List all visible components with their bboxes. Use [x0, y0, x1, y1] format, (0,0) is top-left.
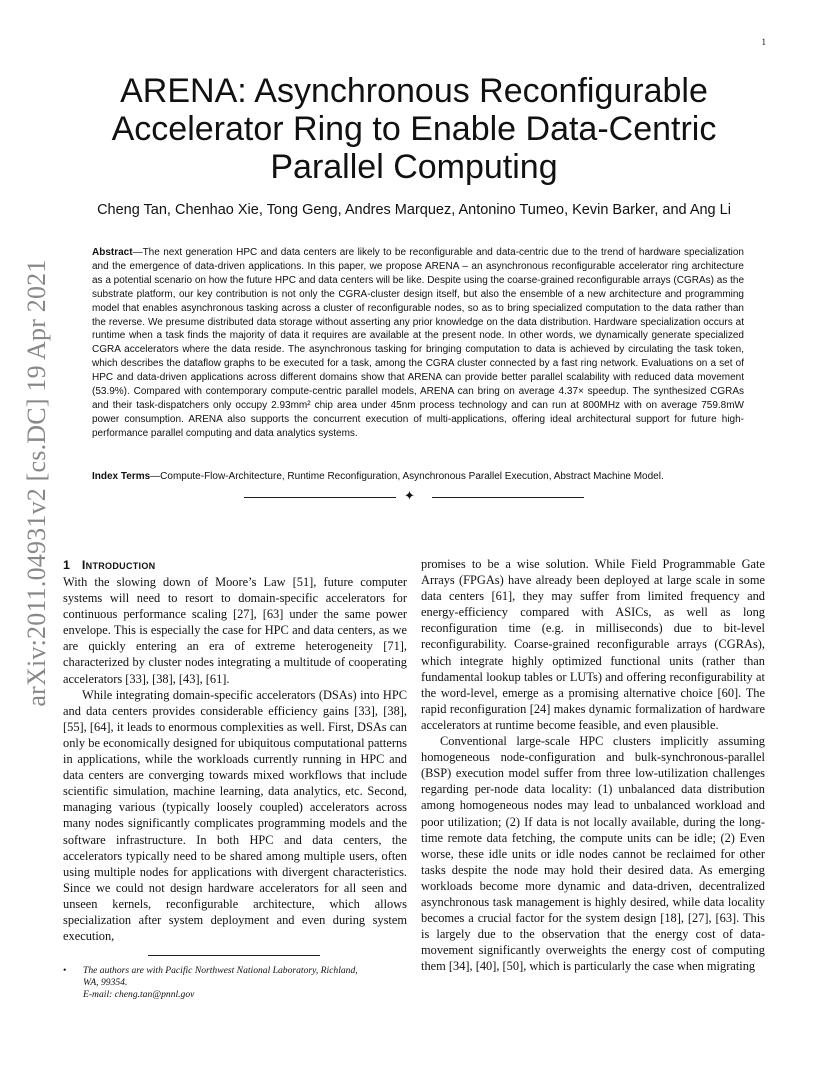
- paragraph: Conventional large-scale HPC clusters implicitly assuming homogeneous node-configuration and bulk-synchronous-parallel (BSP) execution model suffer from three low-utilization challenges regarding per-node data locality: (1) unbalanced data distribution among homogeneous nodes may lead to unbalanced workload and poor utilization; (2) If data is not locally available, during the long-time remote data fetching, the compute units can be idle; (2) Even worse, these idle units or idle nodes cannot be reclaimed for other tasks despite the node may hold their desired data. As emerging workloads become more dynamic and data-driven, decentralized asynchronous task management is highly desired, while data locality becomes a crucial factor for the system design [18], [27], [63]. This is largely due to the observation that the energy cost of data-movement significantly overweights the energy cost of computing them [34], [40], [50], which is particularly the case when migrating: [421, 734, 765, 974]
- arxiv-sidebar-stamp: [22, 259, 52, 707]
- section-title: Introduction: [81, 558, 156, 572]
- author-list: Cheng Tan, Chenhao Xie, Tong Geng, Andres Marquez, Antonino Tumeo, Kevin Barker, and Ang Li: [97, 202, 731, 218]
- footnote-rule: [148, 955, 320, 956]
- paper-title: ARENA: Asynchronous Reconfigurable Accelerator Ring to Enable Data-Centric Parallel Computing: [111, 72, 717, 186]
- section-heading: [63, 556, 407, 574]
- paragraph: promises to be a wise solution. While Field Programmable Gate Arrays (FPGAs) have already been deployed at large scale in some data centers [61], they may suffer from limited frequency and energy-efficiency compared with ASICs, as well as long reconfiguration time (e.g. in milliseconds) due to bit-level reconfigurability. Coarse-grained reconfigurable arrays (CGRAs), which integrate highly optimized functional units (rather than fundamental lookup tables or LUTs) and offering reconfigurability at the word-level, emerge as a promising alternative choice [60]. The rapid reconfiguration [24] makes dynamic formalization of hardware accelerators at runtime become feasible, and even plausible.: [421, 557, 765, 732]
- paragraph: While integrating domain-specific accelerators (DSAs) into HPC and data centers provides considerable efficiency gains [33], [38], [55], [64], it leads to enormous complexities as well. First, DSAs can only be economically designed for ubiquitous computational patterns in applications, while the workloads currently running in HPC and data centers are converging towards mixed workflows that include scientific simulation, machine learning, data analytics, etc. Second, managing various (typically loosely coupled) accelerators across many nodes significantly complicates programming models and the software infrastructure. In both HPC and data centers, the accelerators typically need to be shared among multiple users, often using multiple nodes for applications with divergent characteristics. Since we could not design hardware accelerators for all seen and unseen kernels, reconfigurable architecture, which allows specialization after system deployment and even during system execution,: [63, 687, 407, 944]
- left-column: [63, 556, 407, 944]
- page-number: 1: [761, 37, 766, 47]
- separator-diamond-icon: ✦: [404, 488, 415, 503]
- abstract-label: Abstract: [92, 247, 133, 258]
- index-terms: [92, 470, 744, 484]
- paragraph: With the slowing down of Moore’s Law [51], future computer systems will need to resort to domain-specific accelerators for continuous performance scaling [27], [63] under the same power envelope. This is especially the case for HPC and data centers, as we are quickly entering an era of extreme heterogeneity [71], characterized by cluster nodes integrating a multitude of cooperating accelerators [33], [38], [43], [61].: [63, 575, 407, 686]
- separator-line-left: [244, 497, 396, 498]
- section-separator: [244, 490, 584, 504]
- abstract: [92, 246, 744, 441]
- arxiv-identifier: arXiv:2011.04931v2 [cs.DC] 19 Apr 2021: [22, 259, 51, 707]
- footnote-affiliation: The authors are with Pacific Northwest National Laboratory, Richland, WA, 99354.: [83, 965, 358, 989]
- index-terms-label: Index Terms: [92, 471, 151, 482]
- footnote: [63, 965, 363, 1002]
- separator-line-right: [432, 497, 584, 498]
- abstract-text: —The next generation HPC and data centers are likely to be reconfigurable and data-centric due to the trend of hardware specialization and the emergence of data-driven applications. In this paper, we propose ARENA – an asynchronous reconfigurable accelerator ring architecture as a potential scenario on how the future HPC and data centers will be like. Despite using the coarse-grained reconfigurable arrays (CGRAs) as the substrate platform, our key contribution is not only the CGRA-cluster design itself, but also the ensemble of a new architecture and programming model that enables asynchronous tasking across a cluster of reconfigurable nodes, so as to bring specialized computation to the data rather than the reverse. We presume distributed data storage without asserting any prior knowledge on the data distribution. Hardware specialization occurs at runtime when a task finds the majority of data it requires are available at the present node. In other words, we dynamically generate specialized CGRA accelerators where the data reside. The asynchronous tasking for bringing computation to data is achieved by circulating the task token, which describes the dataflow graphs to be executed for a task, among the CGRA cluster connected by a fast ring network. Evaluations on a set of HPC and data-driven applications across different domains show that ARENA can provide better parallel scalability with reduced data movement (53.9%). Compared with contemporary compute-centric parallel models, ARENA can bring on average 4.37× speedup. The synthesized CGRAs and their task-dispatchers only occupy 2.93mm² chip area under 45nm process technology and can run at 800MHz with on average 759.8mW power consumption. ARENA also supports the concurrent execution of multi-applications, offering ideal architectural support for future high-performance parallel computing and data analytics systems.: [92, 247, 745, 439]
- footnote-email: E-mail: cheng.tan@pnnl.gov: [83, 989, 195, 1001]
- right-column: [421, 556, 765, 974]
- section-number: 1: [63, 558, 70, 572]
- footnote-bullet-icon: •: [63, 965, 67, 976]
- index-terms-text: —Compute-Flow-Architecture, Runtime Reconfiguration, Asynchronous Parallel Execution, Abstract Machine Model.: [150, 471, 664, 482]
